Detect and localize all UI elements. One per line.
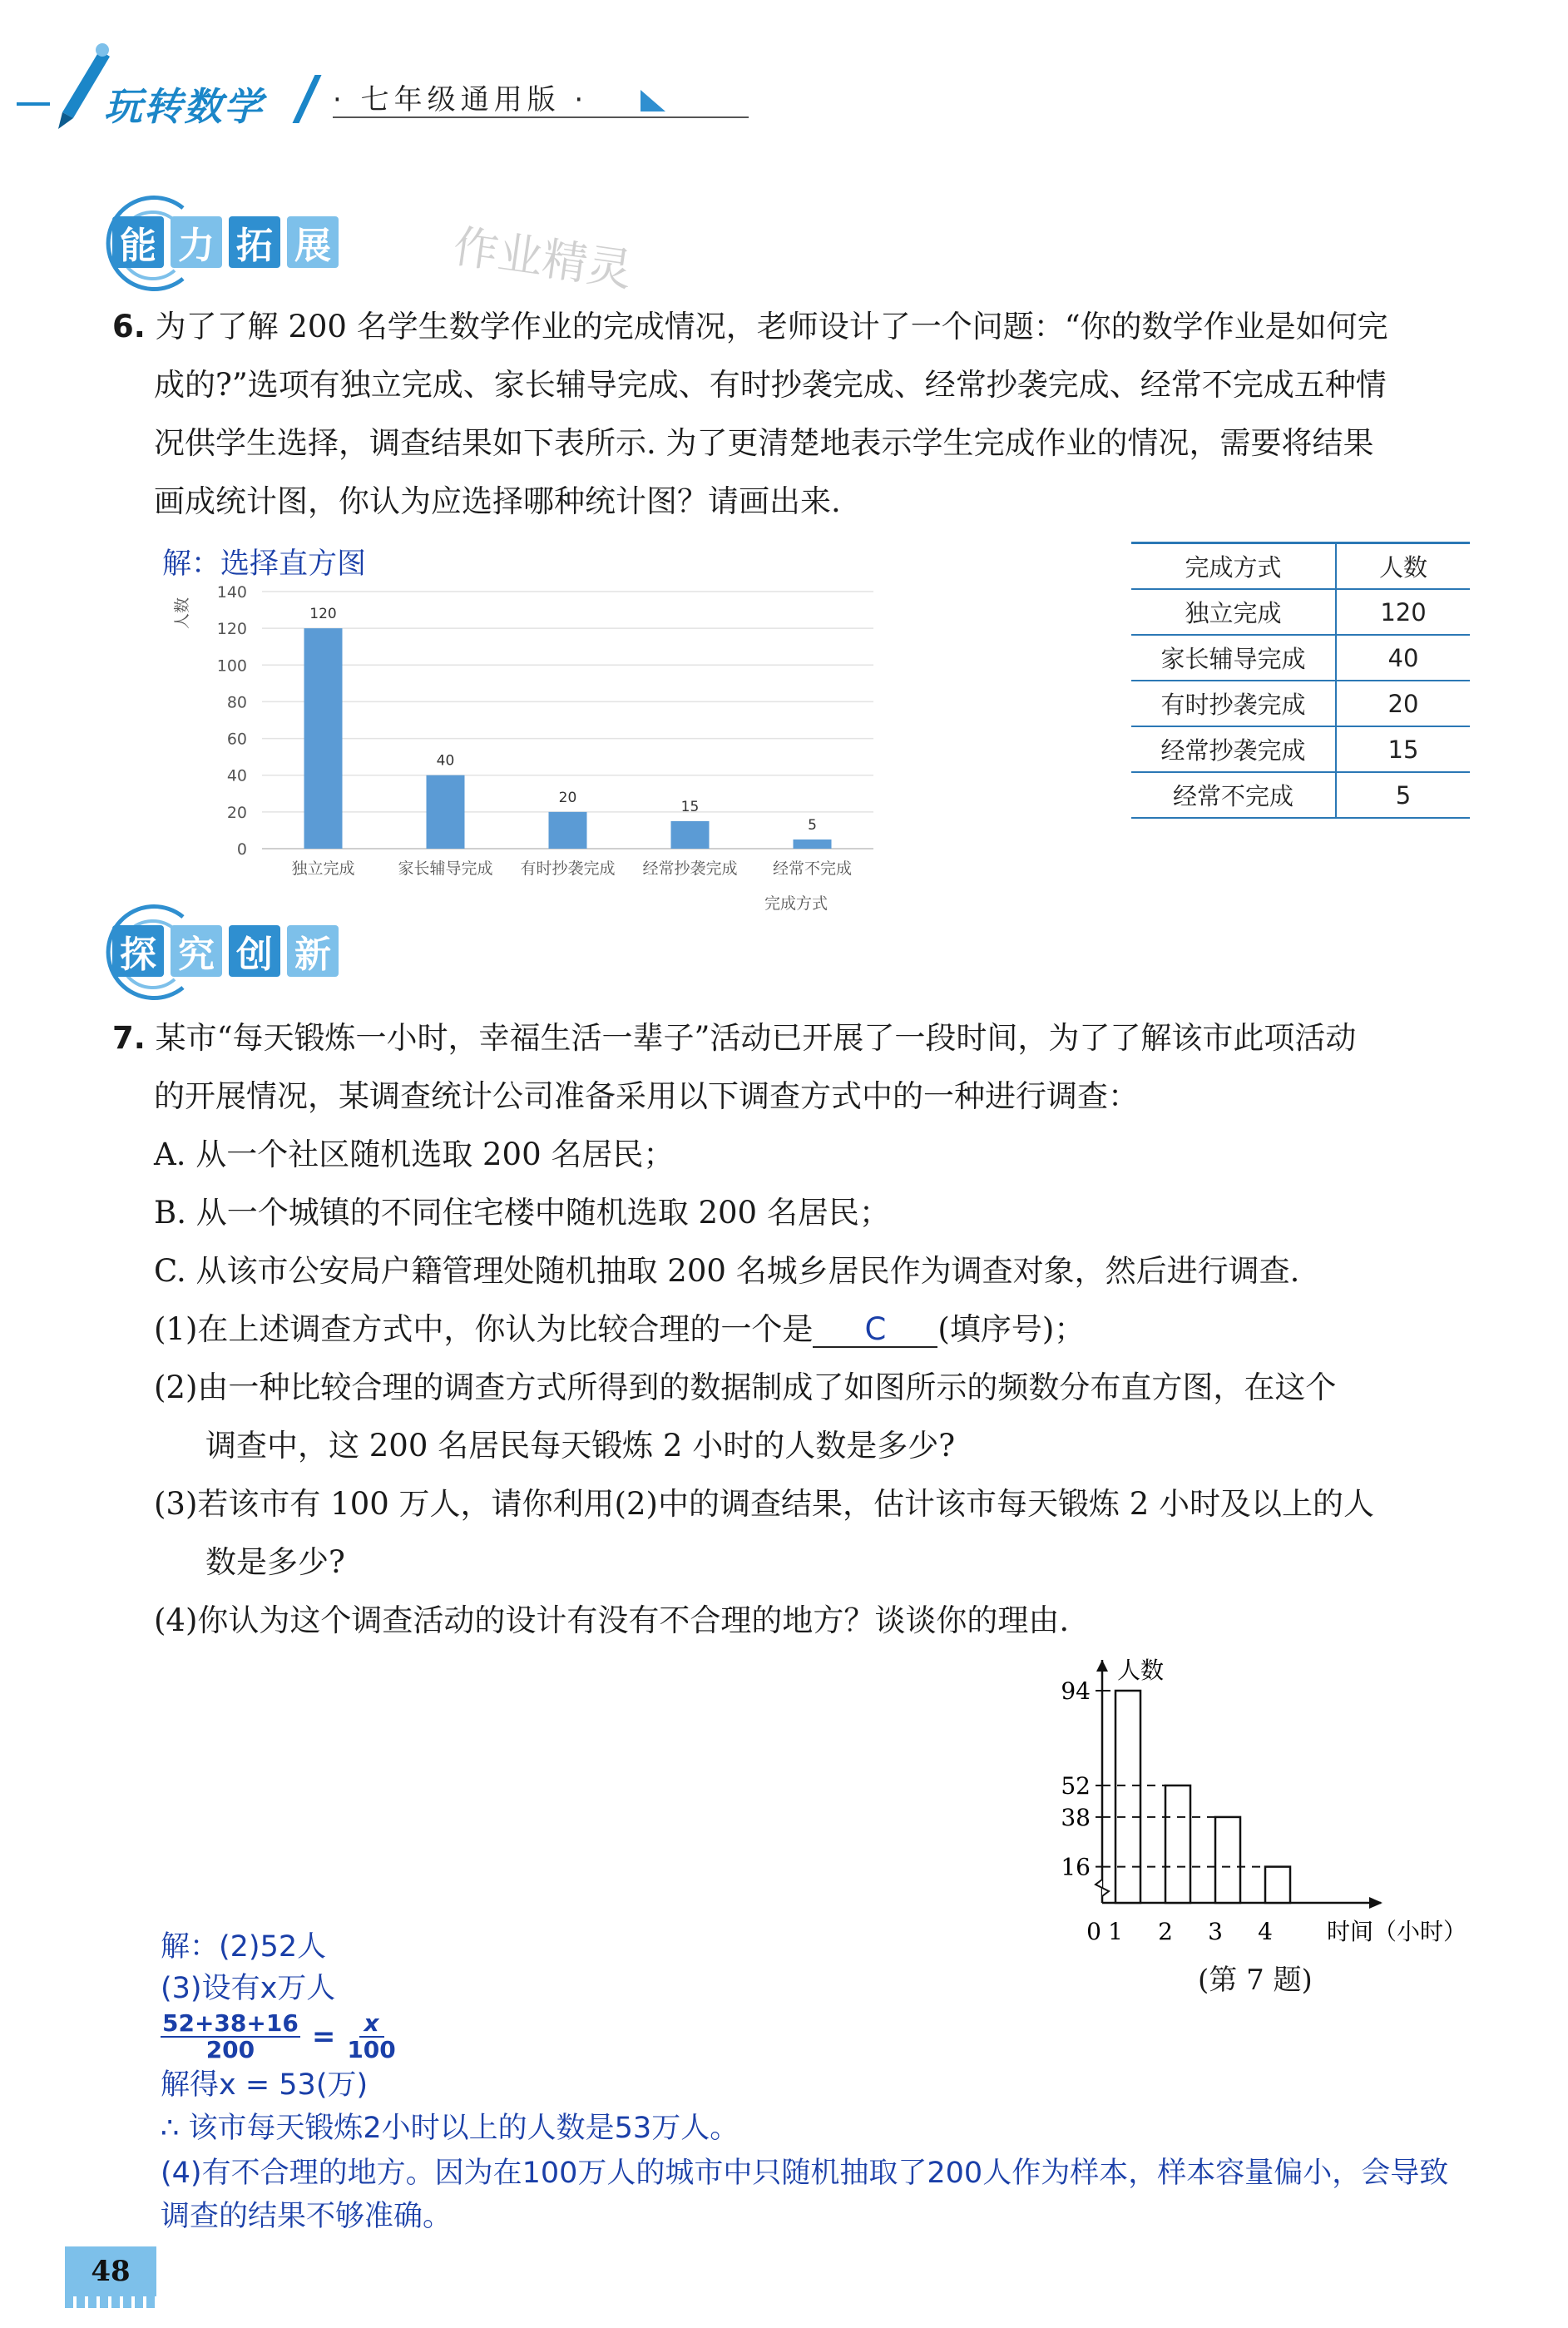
table-row [1131,589,1470,635]
bar [794,840,832,849]
denominator: 100 [347,2036,396,2063]
table-row [1131,635,1470,681]
exercise-histogram [1056,1643,1489,1943]
figure-caption: (第 7 题) [1198,1964,1313,1997]
table-row [1131,726,1470,772]
part-4: (4)你认为这个调查活动的设计有没有不合理的地方？谈谈你的理由. [154,1602,1070,1638]
option-c: C. 从该市公安局户籍管理处随机抽取 200 名城乡居民作为调查对象，然后进行调查. [154,1253,1300,1289]
table-cell: 经常不完成 [1131,772,1336,818]
banner-char: 展 [287,216,339,268]
y-tick-label: 60 [226,730,247,749]
numerator: x [359,2011,384,2038]
pen-logo-icon [17,25,116,133]
data-label: 5 [808,816,817,834]
question-7 [112,1009,1493,1650]
data-label: 120 [309,606,337,623]
x-tick-label: 1 [1108,1918,1123,1943]
table-cell: 5 [1336,772,1470,818]
x-tick-label: 独立完成 [291,859,355,878]
completion-bar-chart [162,578,886,928]
fraction-right [347,2011,395,2063]
page-number-shadow [65,2296,156,2308]
x-tick-label: 2 [1158,1918,1173,1943]
conclusion-line: ∴ 该市每天锻炼2小时以上的人数是53万人。 [161,2112,739,2145]
bar [1115,1691,1140,1903]
solve-line: 解得x = 53(万) [161,2068,369,2102]
table-cell: 15 [1336,726,1470,772]
option-a: A. 从一个社区随机选取 200 名居民； [154,1137,675,1172]
answer-4: (4)有不合理的地方。因为在100万人的城市中只随机抽取了200人作为样本，样本容量偏小，会导致 [161,2157,1449,2190]
numerator: 52+38+16 [162,2009,299,2037]
x-axis-arrow [1369,1897,1383,1909]
x-tick-label: 经常抄袭完成 [642,859,738,878]
y-tick-label: 16 [1061,1853,1091,1881]
table-cell: 独立完成 [1131,589,1336,635]
table-row [1131,772,1470,818]
bar [304,628,343,849]
table-cell: 有时抄袭完成 [1131,681,1336,726]
page-number: 48 [65,2246,156,2296]
x-tick-label: 家长辅导完成 [398,859,493,878]
y-tick-label: 38 [1061,1803,1091,1831]
question-6 [112,298,1476,531]
x-tick-label: 经常不完成 [772,859,853,878]
table-header: 人数 [1336,543,1470,590]
data-label: 20 [558,789,577,806]
watermark: 作业精灵 [450,220,636,297]
question-number: 7. [112,1020,146,1056]
question-number: 6. [112,309,146,344]
part-1 [112,1300,1493,1359]
y-tick-label: 100 [216,656,247,676]
part-1-suffix: (填序号)； [937,1311,1086,1347]
y-tick-label: 20 [226,803,247,822]
table-cell: 120 [1336,589,1470,635]
denominator: 200 [205,2036,255,2063]
fraction-equation [161,2009,1525,2064]
question-line: 为了了解 200 名学生数学作业的完成情况，老师设计了一个问题：“你的数学作业是如何完 [155,309,1388,344]
y-tick-label: 40 [226,766,247,785]
table-cell: 20 [1336,681,1470,726]
part-2-cont: 调查中，这 200 名居民每天锻炼 2 小时的人数是多少? [205,1428,956,1464]
question-line: 画成统计图，你认为应选择哪种统计图？请画出来. [154,483,841,519]
section-banner-ability [112,216,345,268]
completion-table [1131,542,1470,819]
x-axis-label: 完成方式 [764,894,829,913]
table-cell: 40 [1336,635,1470,681]
banner-char: 探 [112,925,164,977]
table-header-row [1131,543,1470,590]
banner-char: 力 [171,216,222,268]
answer-4-cont: 调查的结果不够准确。 [161,2200,453,2233]
question-line: 成的?”选项有独立完成、家长辅导完成、有时抄袭完成、经常抄袭完成、经常不完成五种情 [154,367,1387,403]
header-slash [292,75,321,123]
bar [427,775,465,849]
x-tick-label: 4 [1258,1918,1273,1943]
q7-answers [161,1926,1525,2237]
y-tick-label: 120 [216,620,247,639]
x-tick-label: 有时抄袭完成 [520,859,616,878]
answer-blank: C [813,1313,937,1348]
bar [1215,1817,1240,1903]
table-row [1131,681,1470,726]
corner-triangle-icon [641,90,665,111]
answer-3: (3)设有x万人 [161,1972,336,2005]
data-label: 15 [680,798,700,815]
bar [671,821,710,849]
equals-sign: = [311,2020,336,2053]
header [0,0,1568,141]
part-3-cont: 数是多少? [205,1544,345,1580]
fraction-left [161,2011,300,2063]
part-2: (2)由一种比较合理的调查方式所得到的数据制成了如图所示的频数分布直方图，在这个 [154,1370,1337,1405]
answer-2: 解：(2)52人 [161,1930,327,1964]
bar [1265,1867,1290,1903]
header-rule [333,116,749,118]
option-b: B. 从一个城镇的不同住宅楼中随机选取 200 名居民； [154,1195,890,1231]
data-label: 40 [436,752,455,770]
y-axis-arrow [1096,1660,1108,1672]
y-tick-label: 0 [236,840,247,859]
banner-char: 究 [171,925,222,977]
edition-label: · 七年级通用版 · [333,83,589,116]
x-tick-label: 0 [1086,1918,1101,1943]
table-cell: 家长辅导完成 [1131,635,1336,681]
banner-char: 能 [112,216,164,268]
banner-char: 创 [229,925,280,977]
banner-char: 新 [287,925,339,977]
section-banner-explore [112,925,345,977]
x-tick-label: 3 [1208,1918,1223,1943]
part-1-text: (1)在上述调查方式中，你认为比较合理的一个是 [154,1311,814,1347]
question-line: 况供学生选择，调查结果如下表所示. 为了更清楚地表示学生完成作业的情况，需要将结果 [154,425,1374,461]
x-axis-label: 时间（小时） [1327,1918,1467,1943]
y-tick-label: 52 [1061,1771,1091,1800]
question-line: 的开展情况，某调查统计公司准备采用以下调查方式中的一种进行调查： [154,1078,1139,1114]
brand-title: 玩转数学 [104,84,264,129]
question-line: 某市“每天锻炼一小时，幸福生活一辈子”活动已开展了一段时间，为了了解该市此项活动 [155,1020,1357,1056]
q6-answer: 解：选择直方图 [162,547,367,581]
part-3: (3)若该市有 100 万人，请你利用(2)中的调查结果，估计该市每天锻炼 2 小时及以上的人 [154,1486,1375,1522]
y-tick-label: 140 [216,583,247,602]
bar [549,812,587,849]
y-tick-label: 94 [1061,1677,1091,1705]
table-cell: 经常抄袭完成 [1131,726,1336,772]
y-axis-label: 人数 [1117,1657,1165,1684]
axis-break [1096,1880,1109,1896]
table-header: 完成方式 [1131,543,1336,590]
y-axis-label: 人数 [173,597,191,630]
banner-char: 拓 [229,216,280,268]
y-tick-label: 80 [226,693,247,712]
bar [1165,1786,1190,1903]
